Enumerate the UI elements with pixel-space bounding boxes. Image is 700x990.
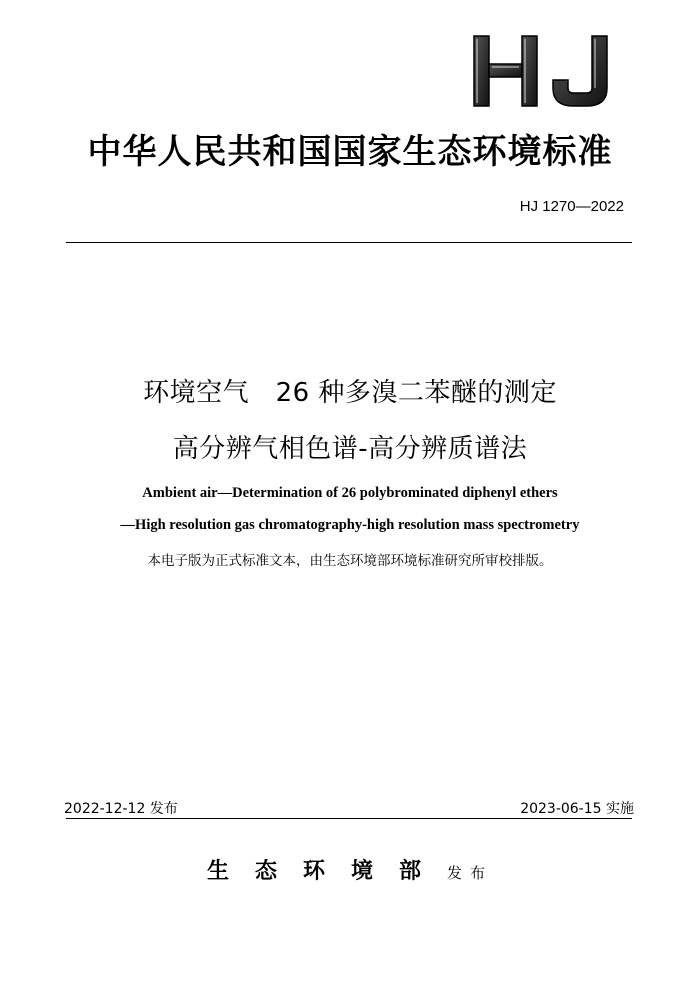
agency-header: 中华人民共和国国家生态环境标准 (87, 132, 613, 172)
electronic-version-note: 本电子版为正式标准文本，由生态环境部环境标准研究所审校排版。 (147, 553, 553, 569)
issuer-suffix: 发布 (447, 864, 494, 882)
standard-number: HJ 1270—2022 (519, 198, 624, 215)
bottom-divider (66, 818, 632, 819)
issue-date: 2022-12-12 发布 (64, 801, 178, 817)
title-en-line1: Ambient air—Determination of 26 polybrominated diphenyl ethers (142, 485, 558, 501)
title-en-line2: —High resolution gas chromatography-high resolution mass spectrometry (120, 517, 580, 533)
title-cn-line1: 环境空气 26 种多溴二苯醚的测定 (143, 378, 557, 408)
title-cn-line2: 高分辨气相色谱-高分辨质谱法 (172, 434, 528, 464)
top-divider (66, 242, 632, 243)
implementation-date: 2023-06-15 实施 (520, 801, 634, 817)
issuer-line (0, 854, 700, 885)
issuer-name: 生态环境部 (206, 858, 447, 884)
hj-logo-graphic (470, 34, 615, 110)
hj-logo (470, 34, 615, 110)
